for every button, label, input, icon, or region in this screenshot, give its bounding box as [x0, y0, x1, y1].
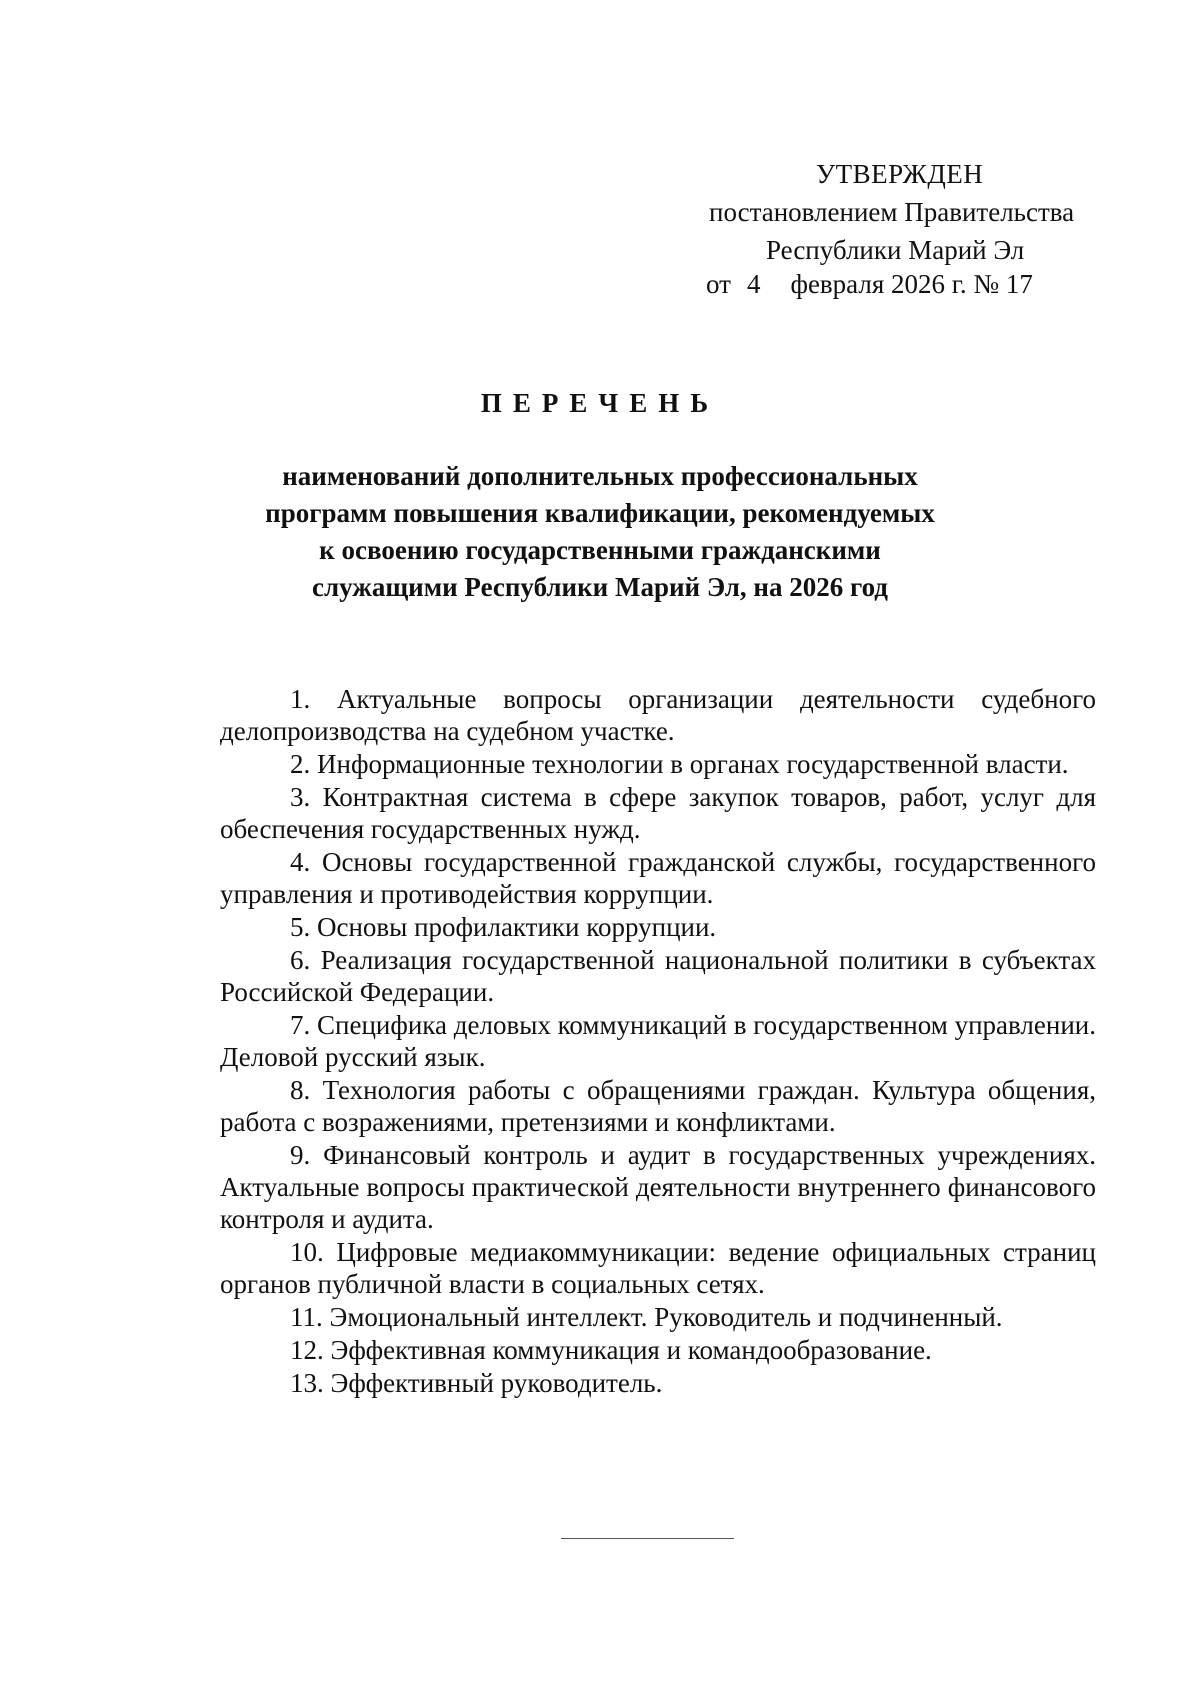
list-item: 10. Цифровые медиакоммуникации: ведение официальных страниц органов публичной власти в социальных сетях. — [220, 1237, 1096, 1299]
approval-stamp-date — [706, 265, 1033, 303]
list-item: 11. Эмоциональный интеллект. Руководитель и подчиненный. — [290, 1302, 1003, 1332]
end-divider — [561, 1538, 734, 1539]
document-title: ПЕРЕЧЕНЬ — [480, 388, 720, 418]
list-item: 12. Эффективная коммуникация и командообразование. — [290, 1335, 932, 1365]
list-item: 5. Основы профилактики коррупции. — [290, 912, 717, 942]
list-item: 2. Информационные технологии в органах государственной власти. — [290, 749, 1069, 779]
subtitle-line: программ повышения квалификации, рекомендуемых — [265, 498, 935, 528]
document-subtitle — [250, 458, 950, 606]
subtitle-line: служащими Республики Марий Эл, на 2026 год — [312, 572, 888, 602]
program-list — [220, 683, 1096, 1400]
list-item: 6. Реализация государственной национальной политики в субъектах Российской Федерации. — [220, 945, 1096, 1007]
approval-stamp-title: УТВЕРЖДЕН — [816, 159, 984, 189]
list-item: 9. Финансовый контроль и аудит в государственных учреждениях. Актуальные вопросы практической деятельности внутреннего финансового контроля и аудита. — [220, 1140, 1096, 1234]
approval-stamp-line1: постановлением Правительства — [709, 197, 1075, 227]
list-item: 3. Контрактная система в сфере закупок товаров, работ, услуг для обеспечения государственных нужд. — [220, 782, 1096, 844]
subtitle-line: к освоению государственными гражданскими — [319, 535, 881, 565]
list-item: 4. Основы государственной гражданской службы, государственного управления и противодействия коррупции. — [220, 847, 1096, 909]
list-item: 1. Актуальные вопросы организации деятельности судебного делопроизводства на судебном участке. — [220, 684, 1096, 746]
approval-date-rest: февраля 2026 г. № 17 — [790, 269, 1033, 299]
approval-date-day: 4 — [746, 269, 761, 299]
approval-stamp-line2: Республики Марий Эл — [766, 235, 1025, 265]
list-item: 13. Эффективный руководитель. — [290, 1368, 663, 1398]
list-item: 7. Специфика деловых коммуникаций в государственном управлении. Деловой русский язык. — [220, 1010, 1096, 1072]
list-item: 8. Технология работы с обращениями граждан. Культура общения, работа с возражениями, претензиями и конфликтами. — [220, 1075, 1096, 1137]
approval-date-prefix: от — [706, 269, 731, 299]
subtitle-line: наименований дополнительных профессиональных — [282, 461, 918, 491]
